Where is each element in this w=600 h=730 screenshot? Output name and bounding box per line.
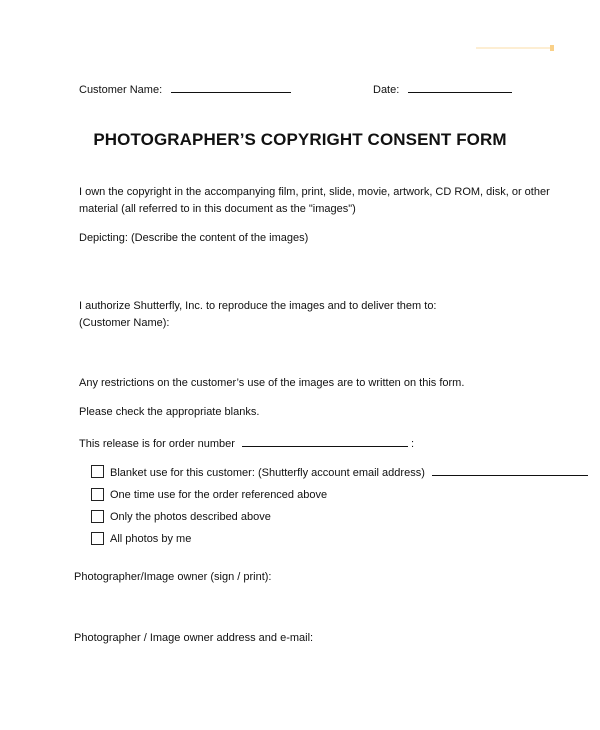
authorize-line-2: (Customer Name): — [79, 317, 170, 329]
customer-name-label: Customer Name: — [79, 84, 163, 96]
option-blanket-use-checkbox[interactable] — [91, 465, 104, 478]
option-one-time-use-checkbox[interactable] — [91, 488, 104, 501]
option-only-described-label: Only the photos described above — [110, 511, 271, 523]
depicting-label: Depicting: (Describe the content of the images) — [79, 232, 309, 244]
account-email-field[interactable] — [432, 466, 588, 476]
authorize-paragraph — [79, 298, 437, 332]
ownership-line-2: material (all referred to in this document as the "images") — [79, 203, 356, 215]
owner-sign-label: Photographer/Image owner (sign / print): — [74, 571, 272, 583]
decorative-corner-mark — [476, 44, 556, 52]
release-order-label: This release is for order number — [79, 438, 235, 450]
owner-address-label: Photographer / Image owner address and e-mail: — [74, 632, 314, 644]
ownership-paragraph — [79, 184, 550, 218]
option-blanket-use-label: Blanket use for this customer: (Shutterfly account email address) — [110, 467, 425, 479]
option-one-time-use-label: One time use for the order referenced above — [110, 489, 328, 501]
check-blanks-text: Please check the appropriate blanks. — [79, 406, 260, 418]
option-all-photos-label: All photos by me — [110, 533, 192, 545]
page-title: PHOTOGRAPHER’S COPYRIGHT CONSENT FORM — [93, 130, 507, 149]
release-order-suffix: : — [411, 438, 415, 450]
customer-name-row — [79, 83, 291, 96]
option-only-described-checkbox[interactable] — [91, 510, 104, 523]
ownership-line-1: I own the copyright in the accompanying film, print, slide, movie, artwork, CD ROM, disk, or other — [79, 186, 550, 198]
date-label: Date: — [373, 84, 400, 96]
date-field[interactable] — [408, 83, 512, 93]
date-row — [373, 83, 512, 96]
restrictions-text: Any restrictions on the customer’s use of the images are to written on this form. — [79, 377, 465, 389]
release-order-row — [79, 437, 414, 450]
option-all-photos-checkbox[interactable] — [91, 532, 104, 545]
authorize-line-1: I authorize Shutterfly, Inc. to reproduce the images and to deliver them to: — [79, 300, 437, 312]
order-number-field[interactable] — [242, 437, 408, 447]
option-blanket-use — [110, 466, 588, 479]
customer-name-field[interactable] — [171, 83, 291, 93]
